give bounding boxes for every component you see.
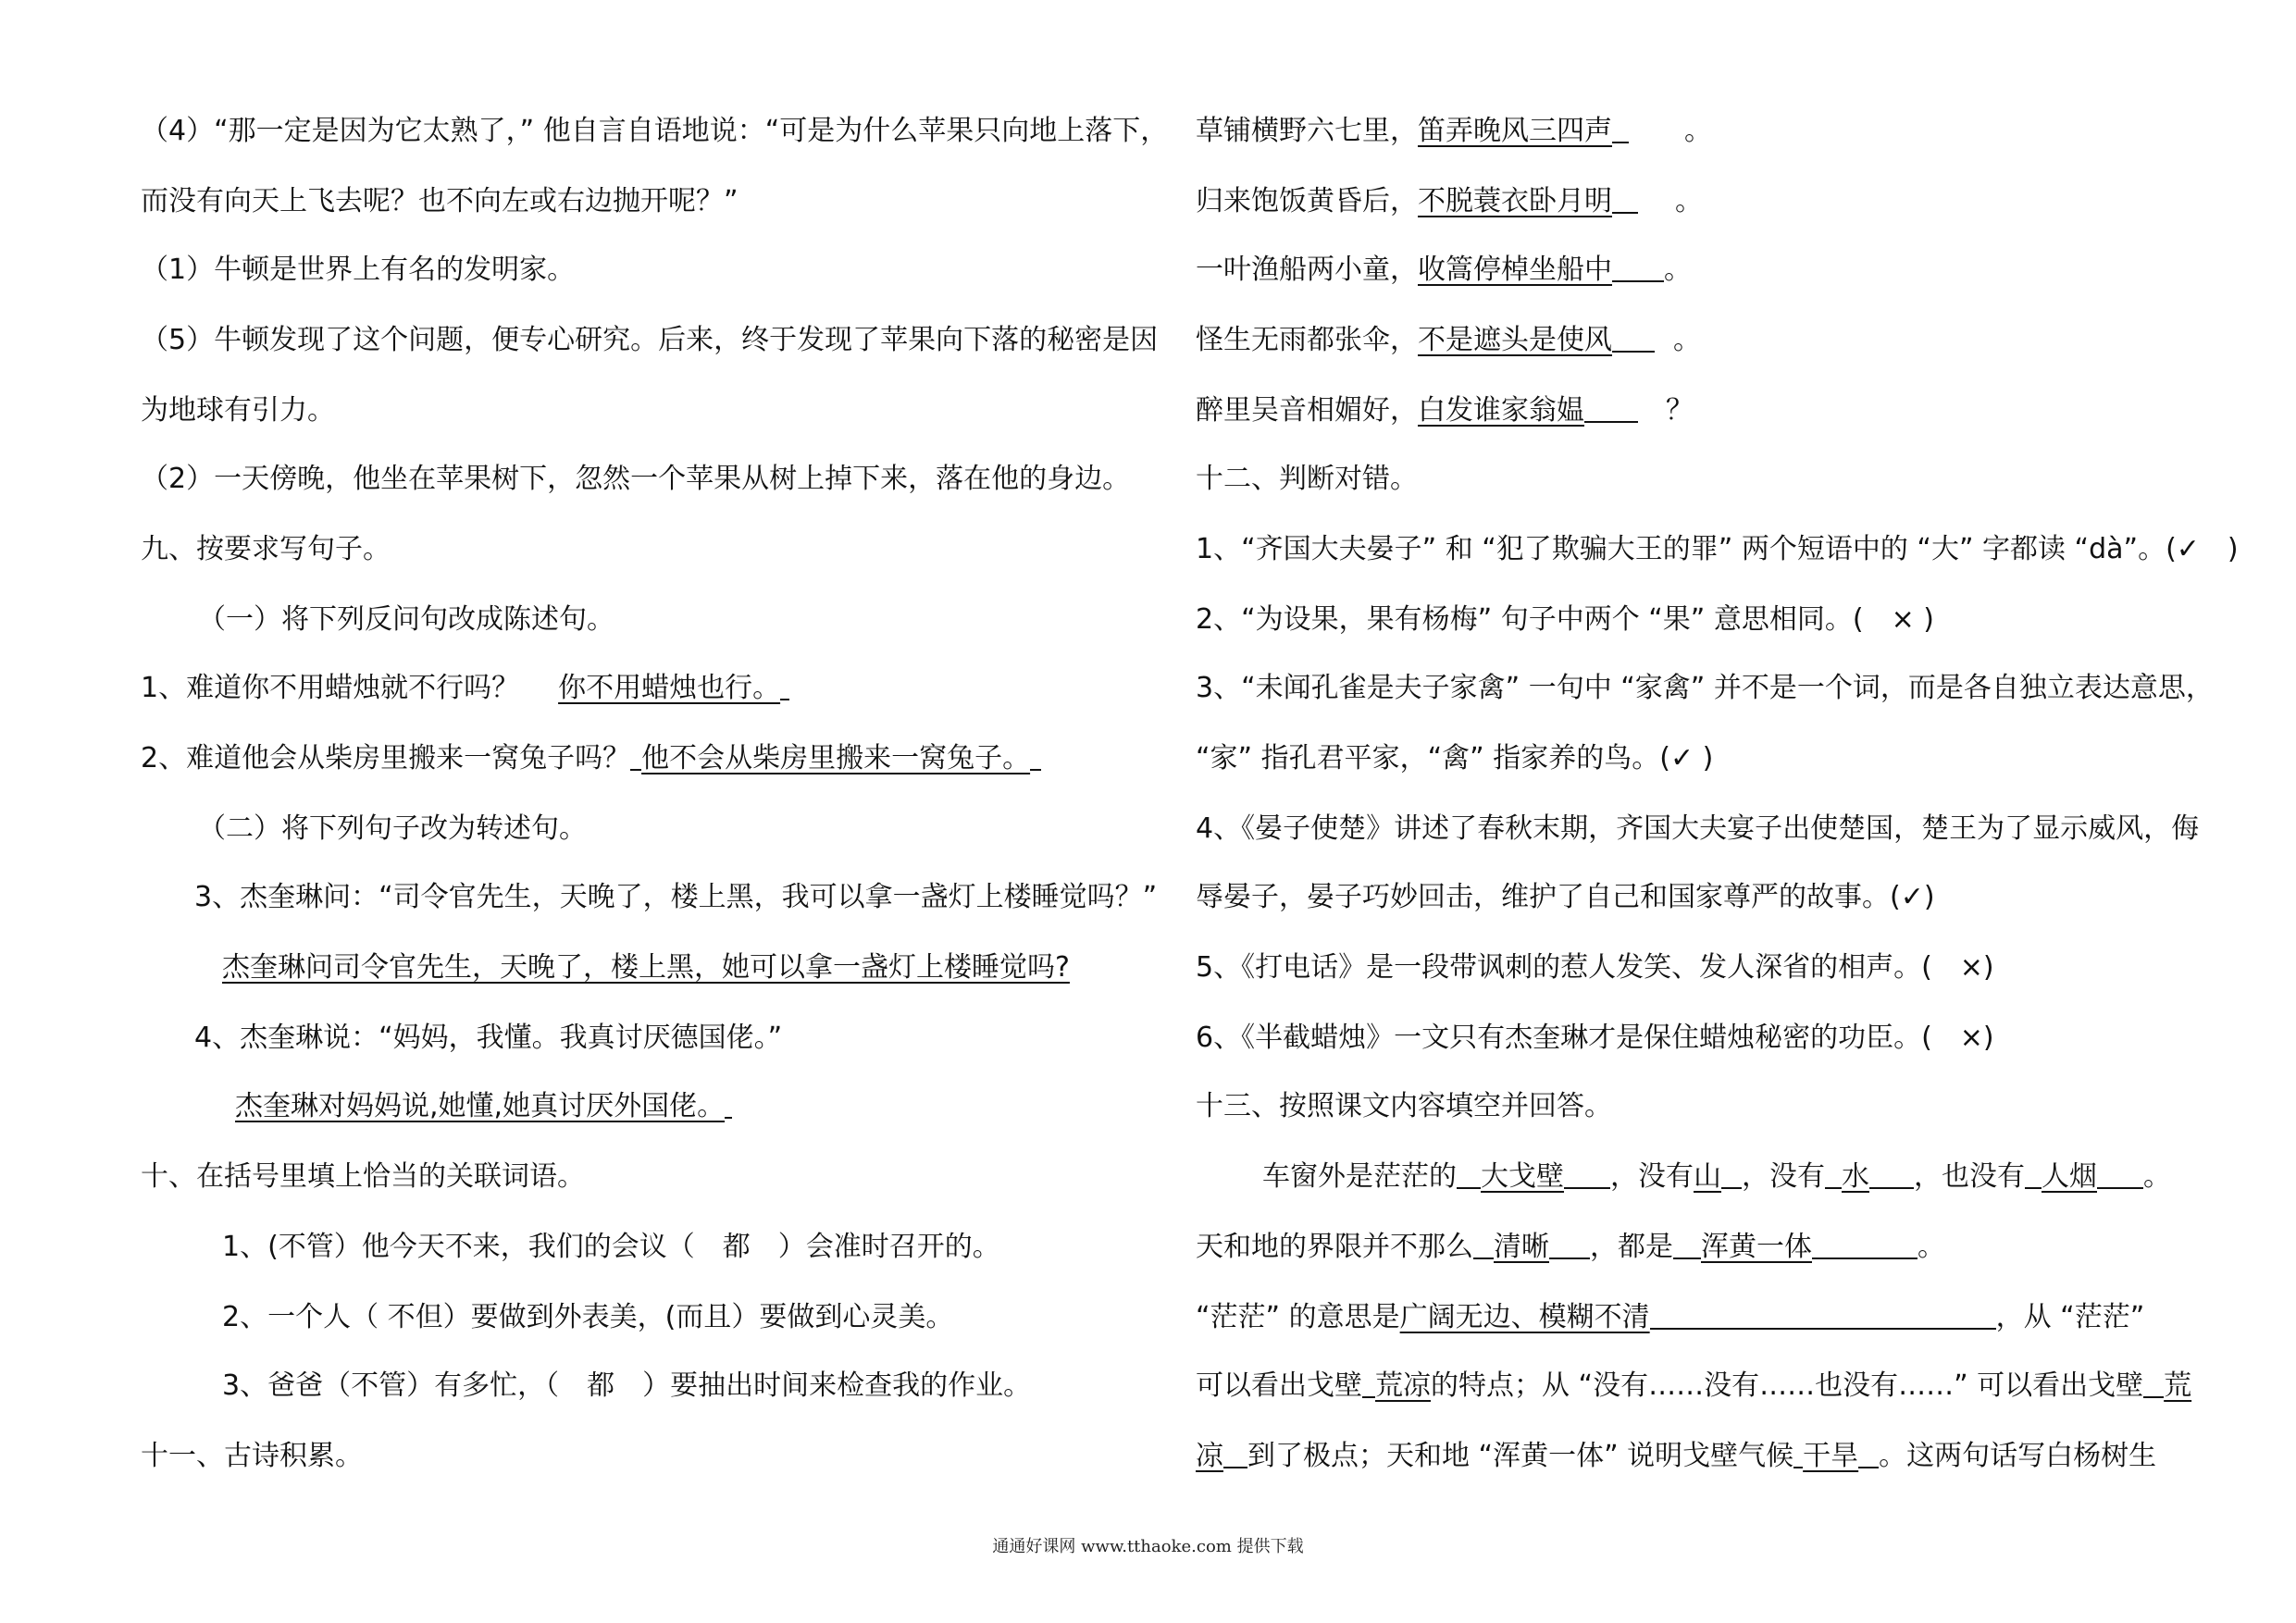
prompt-text: ，没有 — [1610, 1160, 1694, 1193]
blank-answer: 人烟 — [2042, 1160, 2097, 1193]
poem-answer: 白发谁家翁媪 — [1418, 394, 1584, 427]
poem-line — [1196, 113, 1712, 150]
poem-prompt: 草铺横野六七里， — [1196, 115, 1418, 147]
fill-in-line — [1262, 1158, 2171, 1196]
answer-text — [222, 949, 1070, 986]
poem-prompt: 一叶渔船两小童， — [1196, 254, 1418, 286]
prompt-text: ，都是 — [1590, 1231, 1673, 1263]
poem-answer: 收篙停棹坐船中 — [1418, 254, 1612, 286]
blank-answer: 水 — [1842, 1160, 1869, 1193]
prompt-text: 到了极点；天和地 “浑黄一体” 说明戈壁气候 — [1247, 1440, 1794, 1472]
blank-answer: 大戈壁 — [1481, 1160, 1564, 1193]
prompt-text: 。 — [1917, 1231, 1945, 1263]
section-heading: 十二、判断对错。 — [1196, 463, 1418, 495]
poem-answer: 不是遮头是使风 — [1418, 324, 1612, 356]
poem-line — [1196, 183, 1703, 220]
punctuation: 。 — [1675, 185, 1703, 217]
fill-in-line: 3、爸爸（不管）有多忙，（ 都 ）要抽出时间来检查我的作业。 — [222, 1369, 1032, 1402]
prompt-text: ，从 “茫茫” — [1995, 1301, 2145, 1333]
section-heading: 十、在括号里填上恰当的关联词语。 — [141, 1160, 585, 1193]
judgment-item: 4、《晏子使楚》讲述了春秋末期，齐国大夫宴子出使楚国，楚王为了显示威风，侮 — [1196, 812, 2200, 845]
poem-answer: 笛弄晚风三四声 — [1418, 115, 1612, 147]
answer-text: 你不用蜡烛也行。 — [558, 672, 781, 704]
poem-prompt: 怪生无雨都张伞， — [1196, 324, 1418, 356]
prompt-text: 。这两句话写白杨树生 — [1879, 1440, 2157, 1472]
judgment-item: 1、“齐国大夫晏子” 和 “犯了欺骗大王的罪” 两个短语中的 “大” 字都读 “dà”。(✓ ) — [1196, 533, 2239, 565]
section-heading: 九、按要求写句子。 — [141, 533, 391, 565]
prompt-text: 可以看出戈壁 — [1196, 1369, 1362, 1402]
judgment-item: 辱晏子，晏子巧妙回击，维护了自己和国家尊严的故事。(✓) — [1196, 881, 1935, 913]
poem-prompt: 醉里吴音相媚好， — [1196, 394, 1418, 427]
poem-line — [1196, 392, 1694, 429]
question-line — [141, 740, 1041, 777]
punctuation: 。 — [1664, 254, 1692, 286]
question-text: 4、杰奎琳说：“妈妈，我懂。我真讨厌德国佬。” — [194, 1022, 783, 1054]
judgment-item: 3、“未闻孔雀是夫子家禽” 一句中 “家禽” 并不是一个词，而是各自独立表达意思， — [1196, 672, 2214, 704]
subsection-heading: （二）将下列句子改为转述句。 — [198, 812, 587, 845]
fill-in-line: 2、一个人（ 不但）要做到外表美，(而且）要做到心灵美。 — [222, 1301, 954, 1333]
blank-answer: 荒 — [2164, 1369, 2192, 1402]
fill-in-line — [1196, 1299, 2144, 1336]
answer-text: 杰奎琳问司令官先生，天晚了，楼上黑，她可以拿一盏灯上楼睡觉吗? — [222, 951, 1070, 984]
text-line: （5）牛顿发现了这个问题，便专心研究。后来，终于发现了苹果向下落的秘密是因 — [141, 324, 1159, 356]
prompt-text: ，也没有 — [1914, 1160, 2025, 1193]
poem-line — [1196, 252, 1692, 289]
judgment-item: 6、《半截蜡烛》一文只有杰奎琳才是保住蜡烛秘密的功臣。( ×) — [1196, 1022, 1994, 1054]
prompt-text: 天和地的界限并不那么 — [1196, 1231, 1473, 1263]
question-text: 2、难道他会从柴房里搬来一窝兔子吗？ — [141, 742, 631, 774]
prompt-text: 。 — [2143, 1160, 2171, 1193]
prompt-text: 车窗外是茫茫的 — [1262, 1160, 1457, 1193]
punctuation: ？ — [1666, 394, 1694, 427]
fill-in-line — [1196, 1438, 2156, 1475]
answer-text: 杰奎琳对妈妈说,她懂,她真讨厌外国佬。 — [235, 1090, 726, 1122]
question-text: 3、杰奎琳问：“司令官先生，天晚了，楼上黑，我可以拿一盏灯上楼睡觉吗？” — [194, 881, 1158, 913]
section-heading: 十三、按照课文内容填空并回答。 — [1196, 1090, 1612, 1122]
answer-text — [235, 1088, 732, 1125]
punctuation: 。 — [1673, 324, 1701, 356]
blank-answer: 广阔无边、模糊不清 — [1399, 1301, 1650, 1333]
blank-answer: 浑黄一体 — [1701, 1231, 1812, 1263]
prompt-text: 的特点；从 “没有……没有……也没有……” 可以看出戈壁 — [1431, 1369, 2144, 1402]
prompt-text: “茫茫” 的意思是 — [1196, 1301, 1400, 1333]
text-line: （1）牛顿是世界上有名的发明家。 — [141, 254, 576, 286]
answer-text: 他不会从柴房里搬来一窝兔子。 — [641, 742, 1031, 774]
blank-answer: 干旱 — [1803, 1440, 1859, 1472]
text-line: （4）“那一定是因为它太熟了，” 他自言自语地说：“可是为什么苹果只向地上落下， — [141, 115, 1169, 147]
blank-answer: 山 — [1694, 1160, 1721, 1193]
question-line — [141, 670, 789, 707]
text-line: 为地球有引力。 — [141, 394, 335, 427]
text-line: 而没有向天上飞去呢？也不向左或右边抛开呢？” — [141, 185, 738, 217]
section-heading: 十一、古诗积累。 — [141, 1440, 363, 1472]
poem-answer: 不脱蓑衣卧月明 — [1418, 185, 1612, 217]
blank-answer: 荒凉 — [1375, 1369, 1431, 1402]
punctuation: 。 — [1684, 115, 1712, 147]
page-footer: 通通好课网 www.tthaoke.com 提供下载 — [992, 1537, 1304, 1556]
fill-in-line: 1、(不管）他今天不来，我们的会议（ 都 ）会准时召开的。 — [222, 1231, 1000, 1263]
question-text: 1、难道你不用蜡烛就不行吗？ — [141, 672, 520, 704]
fill-in-line — [1196, 1368, 2191, 1405]
poem-line — [1196, 322, 1701, 359]
blank-answer: 凉 — [1196, 1440, 1223, 1472]
judgment-item: 5、《打电话》是一段带讽刺的惹人发笑、发人深省的相声。( ×) — [1196, 951, 1994, 984]
judgment-item: 2、“为设果，果有杨梅” 句子中两个 “果” 意思相同。( × ) — [1196, 603, 1934, 636]
prompt-text: ，没有 — [1742, 1160, 1825, 1193]
text-line: （2）一天傍晚，他坐在苹果树下，忽然一个苹果从树上掉下来，落在他的身边。 — [141, 463, 1131, 495]
fill-in-line — [1196, 1229, 1945, 1266]
blank-answer: 清晰 — [1494, 1231, 1549, 1263]
poem-prompt: 归来饱饭黄昏后， — [1196, 185, 1418, 217]
subsection-heading: （一）将下列反问句改成陈述句。 — [198, 603, 614, 636]
judgment-item: “家” 指孔君平家，“禽” 指家养的鸟。(✓ ) — [1196, 742, 1714, 774]
